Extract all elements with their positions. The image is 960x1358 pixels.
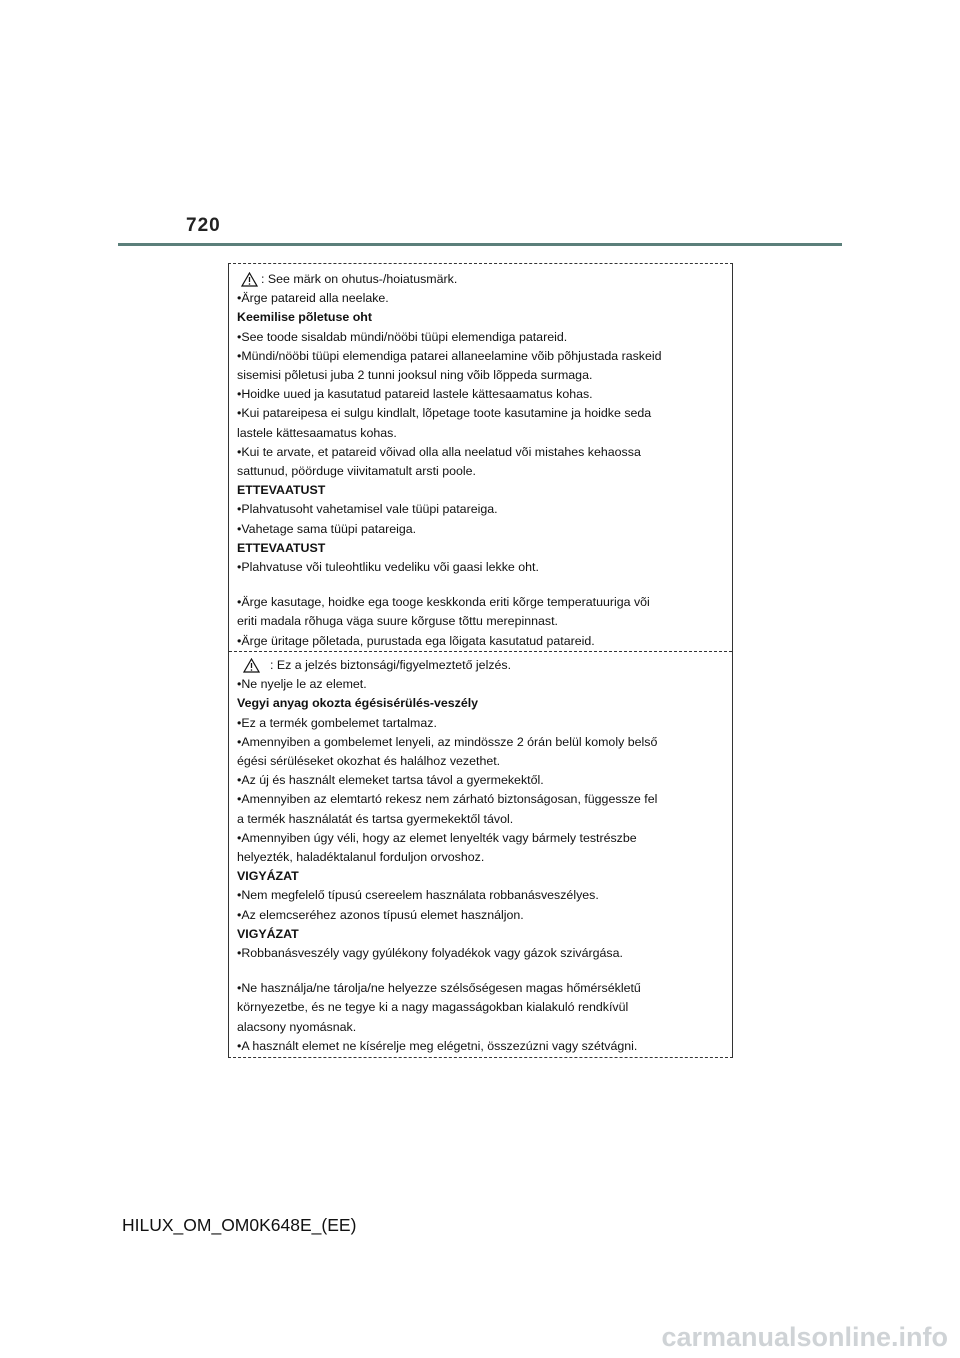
list-item: •Az elemcseréhez azonos típusú elemet használjon. <box>237 907 524 922</box>
list-item: helyezték, haladéktalanul forduljon orvoshoz. <box>237 850 485 865</box>
list-item: •See toode sisaldab mündi/nööbi tüüpi elemendiga patareid. <box>237 329 568 344</box>
list-item: égési sérüléseket okozhat és halálhoz vezethet. <box>237 754 501 769</box>
list-item: •Hoidke uued ja kasutatud patareid lastele kättesaamatus kohas. <box>237 387 593 402</box>
battery-warning-box <box>228 263 733 1058</box>
caution-heading: VIGYÁZAT <box>237 926 299 941</box>
caution-heading: ETTEVAATUST <box>237 483 326 498</box>
list-item: alacsony nyomásnak. <box>237 1019 357 1034</box>
list-item: •Ne használja/ne tárolja/ne helyezze szélsőségesen magas hőmérsékletű <box>237 981 641 996</box>
list-item: •Ärge üritage põletada, purustada ega lõigata kasutatud patareid. <box>237 633 595 648</box>
list-item: •Ez a termék gombelemet tartalmaz. <box>237 715 437 730</box>
language-divider <box>229 651 732 652</box>
list-item: •Amennyiben az elemtartó rekesz nem zárható biztonságosan, függessze fel <box>237 792 658 807</box>
estonian-symbol-text: : See märk on ohutus-/hoiatusmärk. <box>261 272 458 286</box>
hungarian-section <box>237 656 726 1056</box>
list-item: környezetbe, és ne tegye ki a nagy magasságokban kialakuló rendkívül <box>237 1000 629 1015</box>
estonian-symbol-line <box>237 270 726 289</box>
hungarian-symbol-text: : Ez a jelzés biztonsági/figyelmeztető jelzés. <box>270 658 512 672</box>
list-item: •Ne nyelje le az elemet. <box>237 677 367 692</box>
list-item: •Plahvatusoht vahetamisel vale tüüpi patareiga. <box>237 502 498 517</box>
list-item: sisemisi põletusi juba 2 tunni jooksul ning võib lõppeda surmaga. <box>237 368 593 383</box>
list-item: a termék használatát és tartsa gyermekektől távol. <box>237 811 514 826</box>
section-heading: Keemilise põletuse oht <box>237 310 372 325</box>
list-item: •Plahvatuse või tuleohtliku vedeliku või gaasi lekke oht. <box>237 560 539 575</box>
estonian-section <box>237 270 726 651</box>
list-item: •Vahetage sama tüüpi patareiga. <box>237 521 417 536</box>
list-item: •Mündi/nööbi tüüpi elemendiga patarei allaneelamine võib põhjustada raskeid <box>237 348 662 363</box>
list-item: lastele kättesaamatus kohas. <box>237 425 397 440</box>
hungarian-symbol-line <box>237 656 726 675</box>
list-item: eriti madala rõhuga väga suure kõrguse tõttu merepinnast. <box>237 614 558 629</box>
list-item: •Ärge kasutage, hoidke ega tooge keskkonda eriti kõrge temperatuuriga või <box>237 595 650 610</box>
list-item: •Robbanásveszély vagy gyúlékony folyadékok vagy gázok szivárgása. <box>237 946 623 961</box>
list-item: •Ärge patareid alla neelake. <box>237 291 389 306</box>
document-footer: HILUX_OM_OM0K648E_(EE) <box>122 1215 357 1235</box>
warning-triangle-icon <box>243 658 260 673</box>
list-item: •A használt elemet ne kísérelje meg elégetni, összezúzni vagy szétvágni. <box>237 1038 638 1053</box>
list-item: •Az új és használt elemeket tartsa távol a gyermekektől. <box>237 773 544 788</box>
list-item: •Nem megfelelő típusú csereelem használata robbanásveszélyes. <box>237 888 599 903</box>
watermark[interactable]: carmanualsonline.info <box>661 1322 948 1352</box>
list-item: sattunud, pöörduge viivitamatult arsti poole. <box>237 464 477 479</box>
section-heading: Vegyi anyag okozta égésisérülés-veszély <box>237 696 479 711</box>
list-item: •Kui patareipesa ei sulgu kindlalt, lõpetage toote kasutamine ja hoidke seda <box>237 406 652 421</box>
caution-heading: ETTEVAATUST <box>237 540 326 555</box>
list-item: •Kui te arvate, et patareid võivad olla alla neelatud või mistahes kehaossa <box>237 444 641 459</box>
warning-triangle-icon <box>241 272 258 287</box>
list-item: •Amennyiben a gombelemet lenyeli, az mindössze 2 órán belül komoly belső <box>237 734 658 749</box>
caution-heading: VIGYÁZAT <box>237 869 299 884</box>
list-item: •Amennyiben úgy véli, hogy az elemet lenyelték vagy bármely testrészbe <box>237 830 637 845</box>
header-rule <box>118 243 842 246</box>
page-number: 720 <box>186 215 221 236</box>
